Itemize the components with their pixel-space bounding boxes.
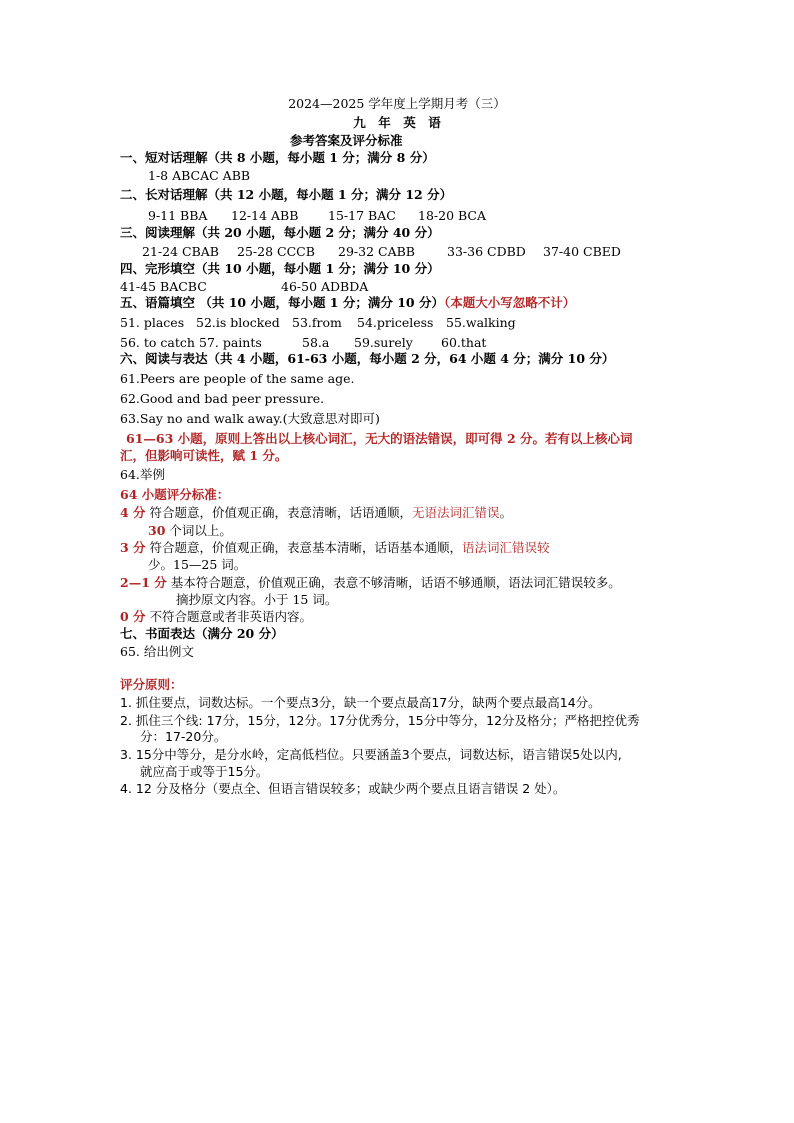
- answer-key-subtitle: 参考答案及评分标准: [290, 133, 403, 148]
- score-0-label: 0 分: [120, 609, 146, 624]
- q64-standard-heading: 64 小题评分标准：: [120, 487, 230, 502]
- score-3-criteria: [120, 540, 550, 556]
- rule-61-63-line1: 61—63 小题，原则上答出以上核心词汇，无大的语法错误，即可得 2 分。若有以上核心词: [126, 431, 633, 446]
- answer-64: 64.举例: [120, 467, 165, 482]
- score-3-continuation: 少。15—25 词。: [148, 557, 247, 572]
- rule-61-63-line2: 汇，但影响可读性，赋 1 分。: [120, 448, 288, 463]
- score-4-word-count: 30: [148, 523, 166, 538]
- section-1-heading: 一、短对话理解（共 8 小题，每小题 1 分；满分 8 分）: [120, 150, 435, 165]
- score-2-1-continuation: 摘抄原文内容。小于 15 词。: [176, 592, 338, 607]
- section-5-answer: 59.surely: [354, 335, 413, 350]
- principle-2-line2: 分：17-20分。: [140, 729, 227, 744]
- section-3-answer: 33-36 CDBD: [447, 244, 526, 259]
- section-1-answers: 1-8 ABCAC ABB: [148, 168, 251, 183]
- section-5-answer: 58.a: [302, 335, 330, 350]
- section-5-answer: 60.that: [441, 335, 487, 350]
- section-2-heading: 二、长对话理解（共 12 小题，每小题 1 分；满分 12 分）: [120, 187, 453, 202]
- section-5-answer: 54.priceless: [357, 315, 434, 330]
- answer-62: 62.Good and bad peer pressure.: [120, 391, 325, 406]
- section-2-answer: 15-17 BAC: [328, 208, 396, 223]
- score-3-highlight: 语法词汇错误较: [462, 540, 550, 555]
- answer-63: 63.Say no and walk away.(大致意思对即可): [120, 411, 380, 426]
- section-7-heading: 七、书面表达（满分 20 分）: [120, 626, 284, 641]
- score-2-1-text: 基本符合题意，价值观正确，表意不够清晰，话语不够通顺，语法词汇错误较多。: [166, 575, 621, 590]
- section-5-note: （本题大小写忽略不计）: [443, 295, 576, 310]
- score-0-criteria: [120, 609, 312, 625]
- principle-3-line2: 就应高于或等于15分。: [140, 764, 269, 779]
- section-2-answer: 12-14 ABB: [231, 208, 299, 223]
- section-3-heading: 三、阅读理解（共 20 小题，每小题 2 分；满分 40 分）: [120, 225, 440, 240]
- principles-heading: 评分原则：: [120, 677, 183, 692]
- score-3-label: 3 分: [120, 540, 146, 555]
- score-4-criteria: [120, 505, 512, 521]
- score-4-end: 。: [499, 505, 513, 520]
- section-3-answer: 37-40 CBED: [543, 244, 621, 259]
- section-6-heading: 六、阅读与表达（共 4 小题，61-63 小题，每小题 2 分，64 小题 4 分；满分 10 分）: [120, 351, 615, 366]
- section-4-answer: 41-45 BACBC: [120, 279, 207, 294]
- section-5-answer: 53.from: [292, 315, 342, 330]
- score-2-1-label: 2—1 分: [120, 575, 167, 590]
- section-5-heading-text: 五、语篇填空 （共 10 小题，每小题 1 分；满分 10 分）: [120, 295, 444, 310]
- exam-subject: 九 年 英 语: [353, 115, 441, 130]
- principle-3-line1: 3. 15分中等分，是分水岭，定高低档位。只要涵盖3个要点，词数达标，语言错误5处以内,: [120, 747, 622, 762]
- section-5-answer: 52.is blocked: [196, 315, 280, 330]
- section-4-heading: 四、完形填空（共 10 小题，每小题 1 分；满分 10 分）: [120, 261, 440, 276]
- exam-title: 2024—2025 学年度上学期月考（三）: [288, 96, 506, 111]
- section-3-answer: 25-28 CCCB: [237, 244, 315, 259]
- score-0-text: 不符合题意或者非英语内容。: [145, 609, 313, 624]
- answer-61: 61.Peers are people of the same age.: [120, 371, 355, 386]
- principle-1: 1. 抓住要点，词数达标。一个要点3分，缺一个要点最高17分，缺两个要点最高14分。: [120, 695, 601, 710]
- section-5-answer: 51. places: [120, 315, 185, 330]
- score-4-continuation: [148, 523, 232, 539]
- section-3-answer: 21-24 CBAB: [142, 244, 219, 259]
- score-3-text: 符合题意，价值观正确，表意基本清晰，话语基本通顺，: [145, 540, 463, 555]
- score-4-text: 符合题意，价值观正确，表意清晰，话语通顺，: [145, 505, 413, 520]
- section-5-answer: 56. to catch: [120, 335, 195, 350]
- section-2-answer: 9-11 BBA: [148, 208, 208, 223]
- score-2-1-criteria: [120, 575, 621, 591]
- section-5-heading: [120, 295, 575, 311]
- section-5-answer: 57. paints: [199, 335, 262, 350]
- principle-2-line1: 2. 抓住三个线: 17分，15分，12分。17分优秀分，15分中等分，12分及格分；严格把控优秀: [120, 713, 640, 728]
- score-4-label: 4 分: [120, 505, 146, 520]
- section-5-answer: 55.walking: [446, 315, 516, 330]
- principle-4: 4. 12 分及格分（要点全、但语言错误较多；或缺少两个要点且语言错误 2 处）。: [120, 781, 566, 796]
- score-4-highlight: 无语法词汇错误: [412, 505, 500, 520]
- section-2-answer: 18-20 BCA: [418, 208, 487, 223]
- section-3-answer: 29-32 CABB: [338, 244, 415, 259]
- score-4-cont-text: 个词以上。: [165, 523, 232, 538]
- section-4-answer: 46-50 ADBDA: [281, 279, 369, 294]
- answer-65: 65. 给出例文: [120, 644, 194, 659]
